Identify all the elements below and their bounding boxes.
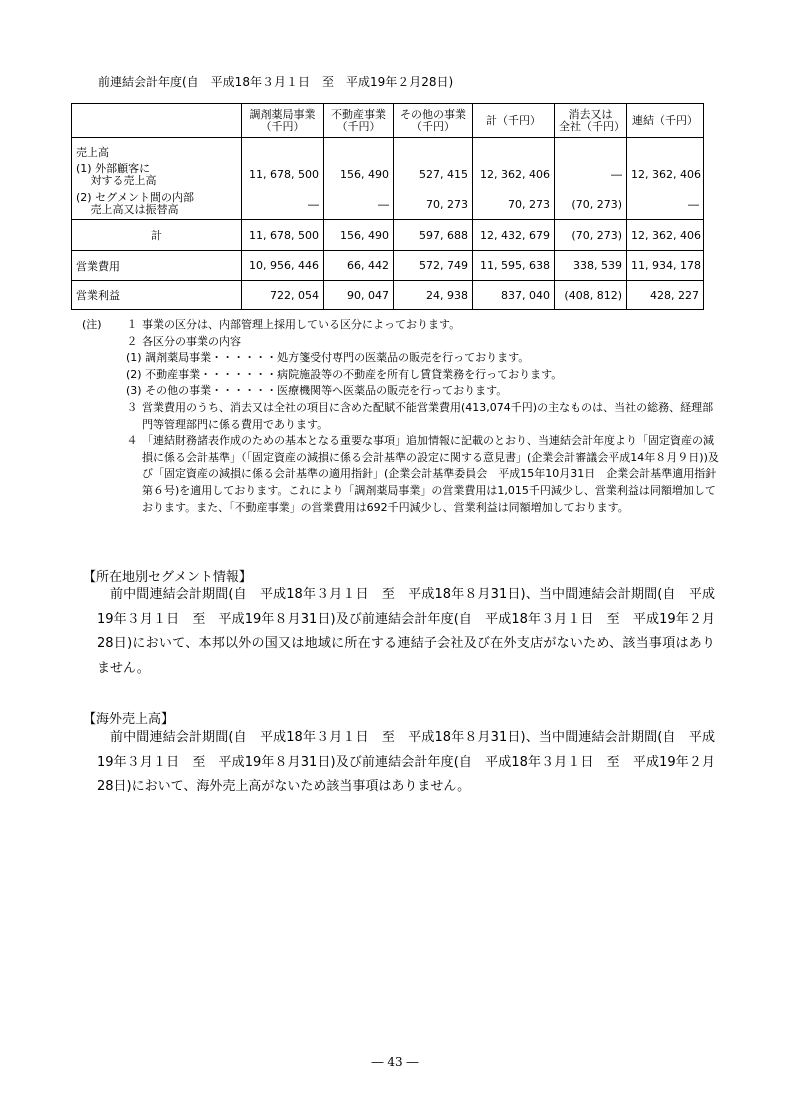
table-row xyxy=(72,190,704,220)
table-row xyxy=(72,220,704,251)
note-2-item: (1) 調剤薬局事業・・・・・・処方箋受付専門の医薬品の販売を行っております。 xyxy=(126,351,530,365)
total-cell: 597, 688 xyxy=(394,220,473,251)
profit-cell: 837, 040 xyxy=(473,281,555,310)
profit-label: 営業利益 xyxy=(72,281,242,310)
row1-label: (1) 外部顧客に 対する売上高 xyxy=(72,160,242,190)
notes xyxy=(82,317,722,516)
profit-cell: 24, 938 xyxy=(394,281,473,310)
row2-cell: 70, 273 xyxy=(473,190,555,220)
header-consolidated: 連結（千円） xyxy=(627,104,704,138)
expense-cell: 572, 749 xyxy=(394,251,473,281)
note-text: 事業の区分は、内部管理上採用している区分によっております。 xyxy=(142,318,461,331)
table-row xyxy=(72,281,704,310)
period-title: 前連結会計年度(自 平成18年３月１日 至 平成19年２月28日) xyxy=(98,75,454,89)
total-cell: (70, 273) xyxy=(555,220,627,251)
location-paragraph: 前中間連結会計期間(自 平成18年３月１日 至 平成18年８月31日)、当中間連結会計期間(自 平成19年３月１日 至 平成19年８月31日)及び前連結会計年度(自 平成18年３月１日 至 平成19年２月28日)において、本邦以外の国又は地域に所在する連結子会社及び在外支店がないため、該当事項はありません。 xyxy=(97,587,715,676)
row1-cell: 156, 490 xyxy=(324,160,394,190)
expense-cell: 66, 442 xyxy=(324,251,394,281)
row2-cell: ― xyxy=(242,190,324,220)
segment-table xyxy=(71,103,704,310)
note-number: １ xyxy=(126,318,138,331)
note-text: 「連結財務諸表作成のための基本となる重要な事項」追加情報に記載のとおり、当連結会計年度より「固定資産の減損に係る会計基準」（「固定資産の減損に係る会計基準の設定に関する意見書」(企業会計審議会平成14年８月９日))及び「固定資産の減損に係る会計基準の適用指針」(企業会計基準委員会 平成15年10月31日 企業会計基準適用指針第６号)を適用しております。これにより「調剤薬局事業」の営業費用は1,015千円減少し、営業利益は同額増加しております。また、「不動産事業」の営業費用は692千円減少し、営業利益は同額増加しております。 xyxy=(142,434,719,514)
expense-cell: 11, 595, 638 xyxy=(473,251,555,281)
table-row xyxy=(72,251,704,281)
note-text: 営業費用のうち、消去又は全社の項目に含めた配賦不能営業費用(413,074千円)の主なものは、当社の総務、経理部門等管理部門に係る費用であります。 xyxy=(142,400,714,431)
notes-head: (注) xyxy=(82,318,102,331)
overseas-paragraph: 前中間連結会計期間(自 平成18年３月１日 至 平成18年８月31日)、当中間連結会計期間(自 平成19年３月１日 至 平成19年８月31日)及び前連結会計年度(自 平成18年３月１日 至 平成19年２月28日)において、海外売上高がないため該当事項はありません。 xyxy=(97,730,715,794)
row2-cell: ― xyxy=(627,190,704,220)
note-number: ２ xyxy=(126,334,138,348)
table-header-row xyxy=(72,104,704,138)
expense-cell: 11, 934, 178 xyxy=(627,251,704,281)
row1-cell: ― xyxy=(555,160,627,190)
sales-label: 売上高 xyxy=(72,138,242,160)
profit-cell: 90, 047 xyxy=(324,281,394,310)
total-cell: 12, 432, 679 xyxy=(473,220,555,251)
overseas-heading: 【海外売上高】 xyxy=(83,712,175,727)
page-number: ― 43 ― xyxy=(371,1055,419,1069)
header-pharmacy: 調剤薬局事業 （千円） xyxy=(242,104,324,138)
note-2-item: (3) その他の事業・・・・・・医療機関等へ医薬品の販売を行っております。 xyxy=(126,384,508,398)
note-2 xyxy=(82,334,722,351)
table-row xyxy=(72,160,704,190)
profit-cell: (408, 812) xyxy=(555,281,627,310)
note-number: ４ xyxy=(126,434,138,448)
expense-cell: 338, 539 xyxy=(555,251,627,281)
expense-cell: 10, 956, 446 xyxy=(242,251,324,281)
row2-cell: ― xyxy=(324,190,394,220)
total-label: 計 xyxy=(72,220,242,251)
header-total: 計（千円） xyxy=(473,104,555,138)
total-cell: 12, 362, 406 xyxy=(627,220,704,251)
header-realestate: 不動産事業 （千円） xyxy=(324,104,394,138)
note-text: 各区分の事業の内容 xyxy=(142,334,241,348)
note-number: ３ xyxy=(126,400,138,414)
row1-cell: 11, 678, 500 xyxy=(242,160,324,190)
note-3 xyxy=(82,400,722,433)
note-2-item: (2) 不動産事業・・・・・・・病院施設等の不動産を所有し賃貸業務を行っております。 xyxy=(126,367,563,381)
header-elimination: 消去又は 全社（千円） xyxy=(555,104,627,138)
expense-label: 営業費用 xyxy=(72,251,242,281)
row1-cell: 12, 362, 406 xyxy=(627,160,704,190)
row1-cell: 12, 362, 406 xyxy=(473,160,555,190)
note-1 xyxy=(82,317,722,334)
row2-cell: (70, 273) xyxy=(555,190,627,220)
row1-cell: 527, 415 xyxy=(394,160,473,190)
profit-cell: 428, 227 xyxy=(627,281,704,310)
location-heading: 【所在地別セグメント情報】 xyxy=(83,570,252,585)
profit-cell: 722, 054 xyxy=(242,281,324,310)
row2-cell: 70, 273 xyxy=(394,190,473,220)
table-row xyxy=(72,138,704,160)
total-cell: 156, 490 xyxy=(324,220,394,251)
header-blank xyxy=(72,104,242,138)
header-other: その他の事業 （千円） xyxy=(394,104,473,138)
total-cell: 11, 678, 500 xyxy=(242,220,324,251)
note-4 xyxy=(82,433,722,516)
row2-label: (2) セグメント間の内部 売上高又は振替高 xyxy=(72,190,242,220)
